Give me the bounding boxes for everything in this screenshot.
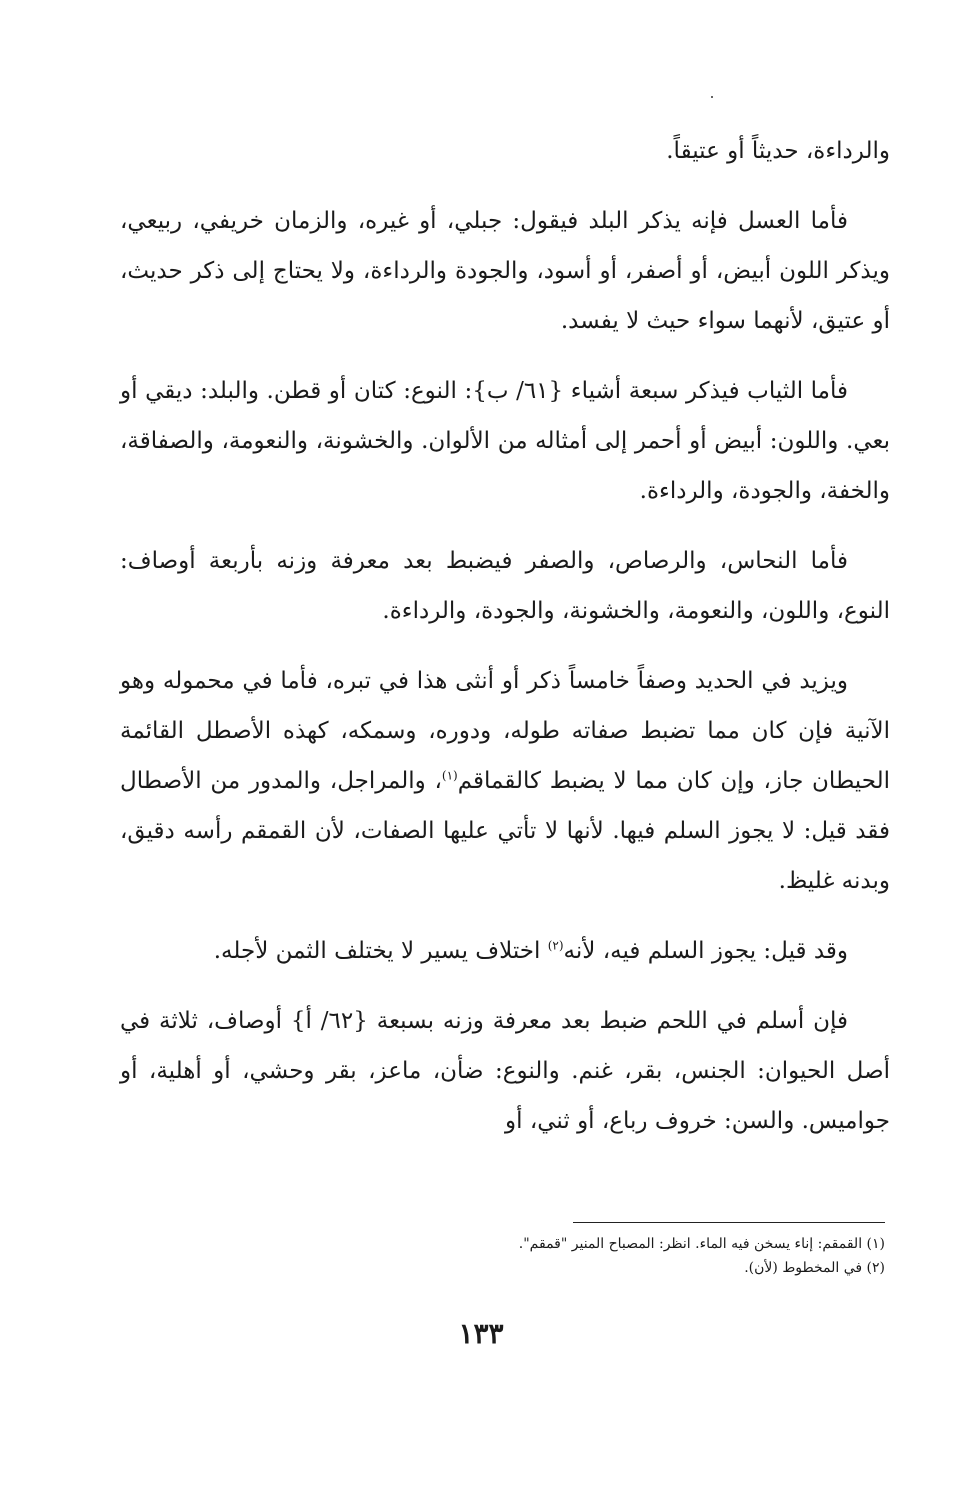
- paragraph-6-text-a: وقد قيل: يجوز السلم فيه، لأنه: [563, 938, 848, 964]
- page-number: ١٣٣: [458, 1317, 504, 1350]
- stray-dot: [711, 96, 713, 98]
- footnote-2: (٢) في المخطوط (لأن).: [744, 1260, 885, 1276]
- footnote-ref-2: (٢): [547, 938, 564, 953]
- paragraph-5: [120, 656, 890, 906]
- paragraph-5-text-a: ويزيد في الحديد وصفاً خامساً ذكر أو أنثى هذا في تبره، فأما في محموله وهو الآنية فإن كان مما تضبط صفاته طوله، ودوره، وسمكه، كهذه الأصطل القائمة الحيطان جاز، وإن كان مما لا يضبط كالقماقم: [120, 668, 890, 794]
- paragraph-6-text-b: اختلاف يسير لا يختلف الثمن لأجله.: [213, 938, 548, 964]
- footnote-divider: [573, 1222, 885, 1223]
- paragraph-3: فأما الثياب فيذكر سبعة أشياء {٦١/ ب}: النوع: كتان أو قطن. والبلد: ديقي أو بعي. واللون: أبيض أو أحمر إلى أمثاله من الألوان. والخشونة، والنعومة، والصفاقة، والخفة، والجودة، والرداءة.: [120, 378, 890, 504]
- paragraph-4: فأما النحاس، والرصاص، والصفر فيضبط بعد معرفة وزنه بأربعة أوصاف: النوع، واللون، والنعومة، والخشونة، والجودة، والرداءة.: [120, 548, 890, 624]
- paragraph-6: [120, 926, 890, 976]
- paragraph-7: فإن أسلم في اللحم ضبط بعد معرفة وزنه بسبعة {٦٢/ أ} أوصاف، ثلاثة في أصل الحيوان: الجنس، بقر، غنم. والنوع: ضأن، ماعز، بقر وحشي، أو أهلية، أو جواميس. والسن: خروف رباع، أو ثني، أو: [120, 1008, 890, 1134]
- footnote-1: (١) القمقم: إناء يسخن فيه الماء. انظر: المصباح المنير "قمقم".: [518, 1236, 885, 1252]
- paragraph-2: فأما العسل فإنه يذكر البلد فيقول: جبلي، أو غيره، والزمان خريفي، ربيعي، ويذكر اللون أبيض، أو أصفر، أو أسود، والجودة والرداءة، ولا يحتاج إلى ذكر حديث، أو عتيق، لأنهما سواء حيث لا يفسد.: [120, 208, 890, 334]
- paragraph-1: والرداءة، حديثاً أو عتيقاً.: [666, 138, 890, 164]
- footnotes: [400, 1232, 885, 1280]
- footnote-ref-1: (١): [441, 768, 458, 783]
- main-text: [120, 126, 890, 1166]
- paragraph-5-text-b: ، والمراجل، والمدور من الأصطال فقد قيل: لا يجوز السلم فيها. لأنها لا تأتي عليها الصفات، لأن القمقم رأسه دقيق، وبدنه غليظ.: [120, 768, 890, 894]
